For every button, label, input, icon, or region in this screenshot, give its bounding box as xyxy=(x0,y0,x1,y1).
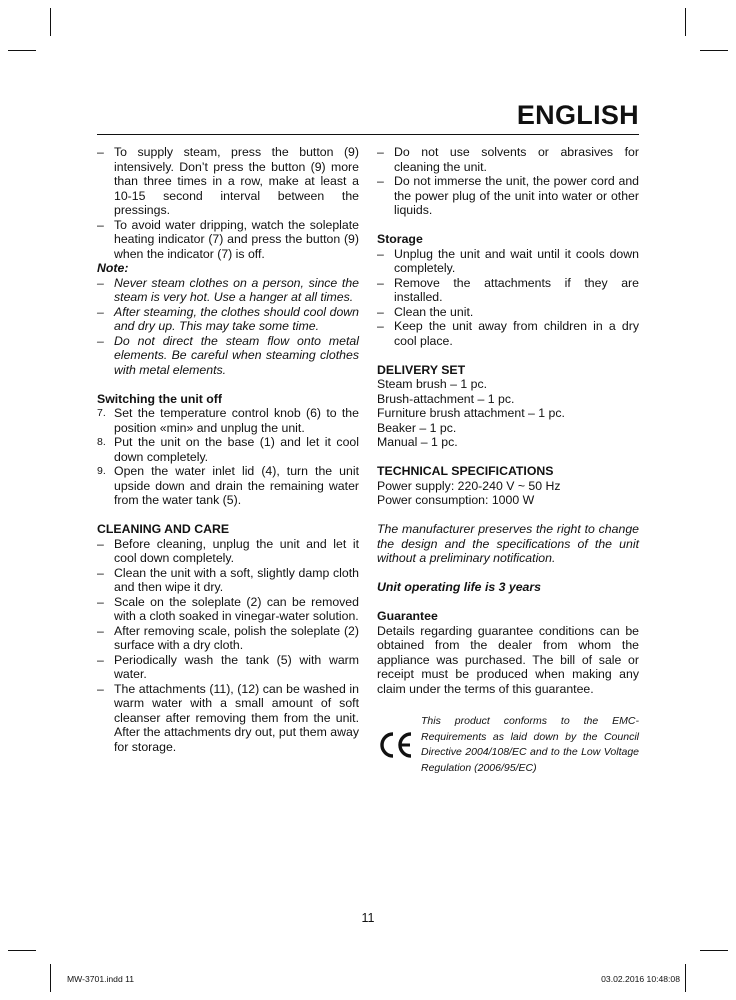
list-item: – Clean the unit. xyxy=(377,304,474,319)
note-item: – After steaming, the clothes should cool down and dry up. This may take some time. xyxy=(97,304,359,333)
operating-life: Unit operating life is 3 years xyxy=(377,580,542,594)
spec-line: Power supply: 220-240 V ~ 50 Hz xyxy=(377,478,561,493)
list-item: – Before cleaning, unplug the unit and let it cool down completely. xyxy=(97,536,359,565)
crop-mark xyxy=(685,8,686,36)
language-heading: ENGLISH xyxy=(516,100,639,130)
list-item: – Do not immerse the unit, the power cord and the power plug of the unit into water or other liquids. xyxy=(377,174,639,217)
crop-mark xyxy=(700,950,728,951)
switch-off-heading: Switching the unit off xyxy=(97,391,222,406)
numbered-item: 7. Set the temperature control knob (6) to the position «min» and unplug the unit. xyxy=(97,406,359,435)
list-item: – Keep the unit away from children in a dry cool place. xyxy=(377,319,639,348)
left-column xyxy=(97,145,359,754)
cleaning-heading: CLEANING AND CARE xyxy=(97,522,230,536)
list-item: – To avoid water dripping, watch the soleplate heating indicator (7) and press the button (9) when the indicator (7) is off. xyxy=(97,217,359,261)
crop-mark xyxy=(685,964,686,992)
right-column xyxy=(377,145,639,776)
footer-datetime: 03.02.2016 10:48:08 xyxy=(601,974,680,984)
delivery-line: Beaker – 1 pc. xyxy=(377,420,457,435)
crop-mark xyxy=(50,8,51,36)
note-title: Note: xyxy=(97,261,129,275)
guarantee-heading: Guarantee xyxy=(377,609,438,623)
footer-file: MW-3701.indd 11 xyxy=(67,974,135,984)
spec-line: Power consumption: 1000 W xyxy=(377,493,535,507)
list-item: – Scale on the soleplate (2) can be removed with a cloth soaked in vinegar-water solution. xyxy=(97,594,359,623)
note-item: – Do not direct the steam flow onto metal elements. Be careful when steaming clothes with metal elements. xyxy=(97,333,359,377)
list-item: – Clean the unit with a soft, slightly damp cloth and then wipe it dry. xyxy=(97,565,359,594)
delivery-line: Steam brush – 1 pc. xyxy=(377,377,488,391)
crop-mark xyxy=(700,50,728,51)
list-item: – After removing scale, polish the soleplate (2) surface with a dry cloth. xyxy=(97,623,359,652)
list-item: – Periodically wash the tank (5) with warm water. xyxy=(97,652,359,681)
ce-declaration xyxy=(377,714,639,776)
note-item: – Never steam clothes on a person, since the steam is very hot. Use a hanger at all times. xyxy=(97,275,359,304)
delivery-line: Furniture brush attachment – 1 pc. xyxy=(377,406,565,420)
numbered-item: 9. Open the water inlet lid (4), turn the unit upside down and drain the remaining water from the water tank (5). xyxy=(97,464,359,507)
list-item: – Do not use solvents or abrasives for cleaning the unit. xyxy=(377,145,639,174)
guarantee-text: Details regarding guarantee conditions can be obtained from the dealer from whom the appliance was purchased. The bill of sale or receipt must be produced when making any claim under the terms of this guarantee. xyxy=(377,623,639,696)
header-rule xyxy=(97,134,639,135)
numbered-item: 8. Put the unit on the base (1) and let it cool down completely. xyxy=(97,435,359,464)
delivery-line: Brush-attachment – 1 pc. xyxy=(377,391,515,406)
list-item: – To supply steam, press the button (9) intensively. Don’t press the button (9) more than three times in a row, make at least a 10-15 second interval between the pressings. xyxy=(97,145,359,217)
delivery-heading: DELIVERY SET xyxy=(377,362,466,377)
crop-mark xyxy=(50,964,51,992)
ce-mark-icon xyxy=(377,730,415,760)
ce-text: This product conforms to the EMC-Requirements as laid down by the Council Directive 2004/108/EC and to the Low Voltage Regulation (2006/95/EC) xyxy=(421,715,639,774)
specs-heading: TECHNICAL SPECIFICATIONS xyxy=(377,464,554,478)
rights-note: The manufacturer preserves the right to change the design and the specifications of the unit without a preliminary notification. xyxy=(377,522,639,565)
list-item: – Unplug the unit and wait until it cools down completely. xyxy=(377,246,639,275)
list-item: – Remove the attachments if they are installed. xyxy=(377,275,639,304)
delivery-line: Manual – 1 pc. xyxy=(377,435,458,449)
crop-mark xyxy=(8,950,36,951)
storage-heading: Storage xyxy=(377,232,423,246)
crop-mark xyxy=(8,50,36,51)
list-item: – The attachments (11), (12) can be washed in warm water with a small amount of soft cleanser after removing them from the unit. After the attachments dry out, put them away for storage. xyxy=(97,681,359,754)
page-number: 11 xyxy=(361,911,375,925)
